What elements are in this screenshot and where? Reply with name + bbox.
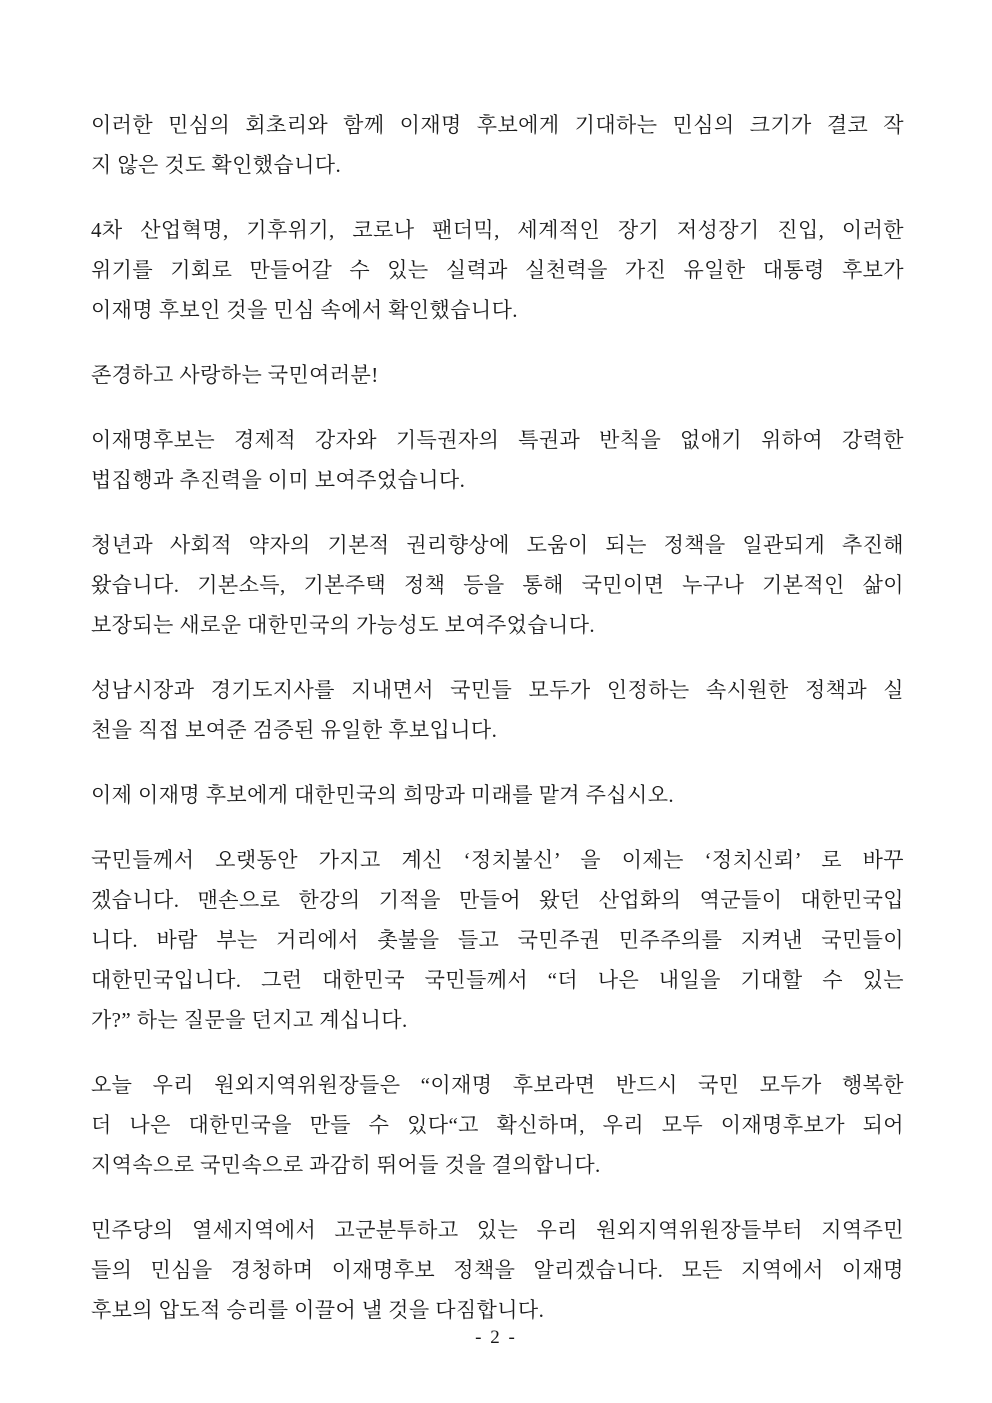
paragraph xyxy=(91,420,904,500)
paragraph-line: 존경하고 사랑하는 국민여러분! xyxy=(91,363,379,387)
paragraph-line: 이제 이재명 후보에게 대한민국의 희망과 미래를 맡겨 주십시오. xyxy=(91,783,675,807)
paragraph-line: 이재명후보는 경제적 강자와 기득권자의 특권과 반칙을 없애기 위하여 강력한 xyxy=(91,428,904,452)
paragraph xyxy=(91,210,904,330)
paragraph xyxy=(91,670,904,750)
paragraph-line: 지 않은 것도 확인했습니다. xyxy=(91,153,342,177)
page-number: - 2 - xyxy=(475,1327,517,1348)
paragraph xyxy=(91,775,904,815)
paragraph-line: 천을 직접 보여준 검증된 유일한 후보입니다. xyxy=(91,718,498,742)
paragraph-line: 니다. 바람 부는 거리에서 촛불을 들고 국민주권 민주주의를 지켜낸 국민들이 xyxy=(91,928,904,952)
paragraph-line: 오늘 우리 원외지역위원장들은 “이재명 후보라면 반드시 국민 모두가 행복한 xyxy=(91,1073,904,1097)
paragraph xyxy=(91,525,904,645)
paragraph xyxy=(91,1065,904,1185)
paragraph-line: 후보의 압도적 승리를 이끌어 낼 것을 다짐합니다. xyxy=(91,1298,545,1322)
paragraph-line: 4차 산업혁명, 기후위기, 코로나 팬더믹, 세계적인 장기 저성장기 진입, 이러한 xyxy=(91,218,904,242)
paragraph-line: 보장되는 새로운 대한민국의 가능성도 보여주었습니다. xyxy=(91,613,596,637)
paragraph xyxy=(91,1210,904,1330)
paragraph-line: 법집행과 추진력을 이미 보여주었습니다. xyxy=(91,468,466,492)
paragraph-line: 이재명 후보인 것을 민심 속에서 확인했습니다. xyxy=(91,298,518,322)
paragraph-line: 청년과 사회적 약자의 기본적 권리향상에 도움이 되는 정책을 일관되게 추진해 xyxy=(91,533,904,557)
paragraph xyxy=(91,105,904,185)
paragraph-line: 위기를 기회로 만들어갈 수 있는 실력과 실천력을 가진 유일한 대통령 후보가 xyxy=(91,258,904,282)
paragraph-line: 겠습니다. 맨손으로 한강의 기적을 만들어 왔던 산업화의 역군들이 대한민국입 xyxy=(91,888,904,912)
paragraph-line: 민주당의 열세지역에서 고군분투하고 있는 우리 원외지역위원장들부터 지역주민 xyxy=(91,1218,904,1242)
paragraph xyxy=(91,355,904,395)
paragraph-line: 성남시장과 경기도지사를 지내면서 국민들 모두가 인정하는 속시원한 정책과 실 xyxy=(91,678,904,702)
paragraph-line: 가?” 하는 질문을 던지고 계십니다. xyxy=(91,1008,408,1032)
paragraph-line: 이러한 민심의 회초리와 함께 이재명 후보에게 기대하는 민심의 크기가 결코 작 xyxy=(91,113,904,137)
paragraph-line: 왔습니다. 기본소득, 기본주택 정책 등을 통해 국민이면 누구나 기본적인 삶이 xyxy=(91,573,904,597)
paragraph-line: 더 나은 대한민국을 만들 수 있다“고 확신하며, 우리 모두 이재명후보가 되어 xyxy=(91,1113,904,1137)
paragraph-line: 국민들께서 오랫동안 가지고 계신 ‘정치불신’ 을 이제는 ‘정치신뢰’ 로 바꾸 xyxy=(91,848,904,872)
paragraph xyxy=(91,840,904,1040)
paragraph-line: 대한민국입니다. 그런 대한민국 국민들께서 “더 나은 내일을 기대할 수 있는 xyxy=(91,968,904,992)
paragraph-line: 들의 민심을 경청하며 이재명후보 정책을 알리겠습니다. 모든 지역에서 이재명 xyxy=(91,1258,904,1282)
document-body xyxy=(91,105,904,1355)
paragraph-line: 지역속으로 국민속으로 과감히 뛰어들 것을 결의합니다. xyxy=(91,1153,601,1177)
